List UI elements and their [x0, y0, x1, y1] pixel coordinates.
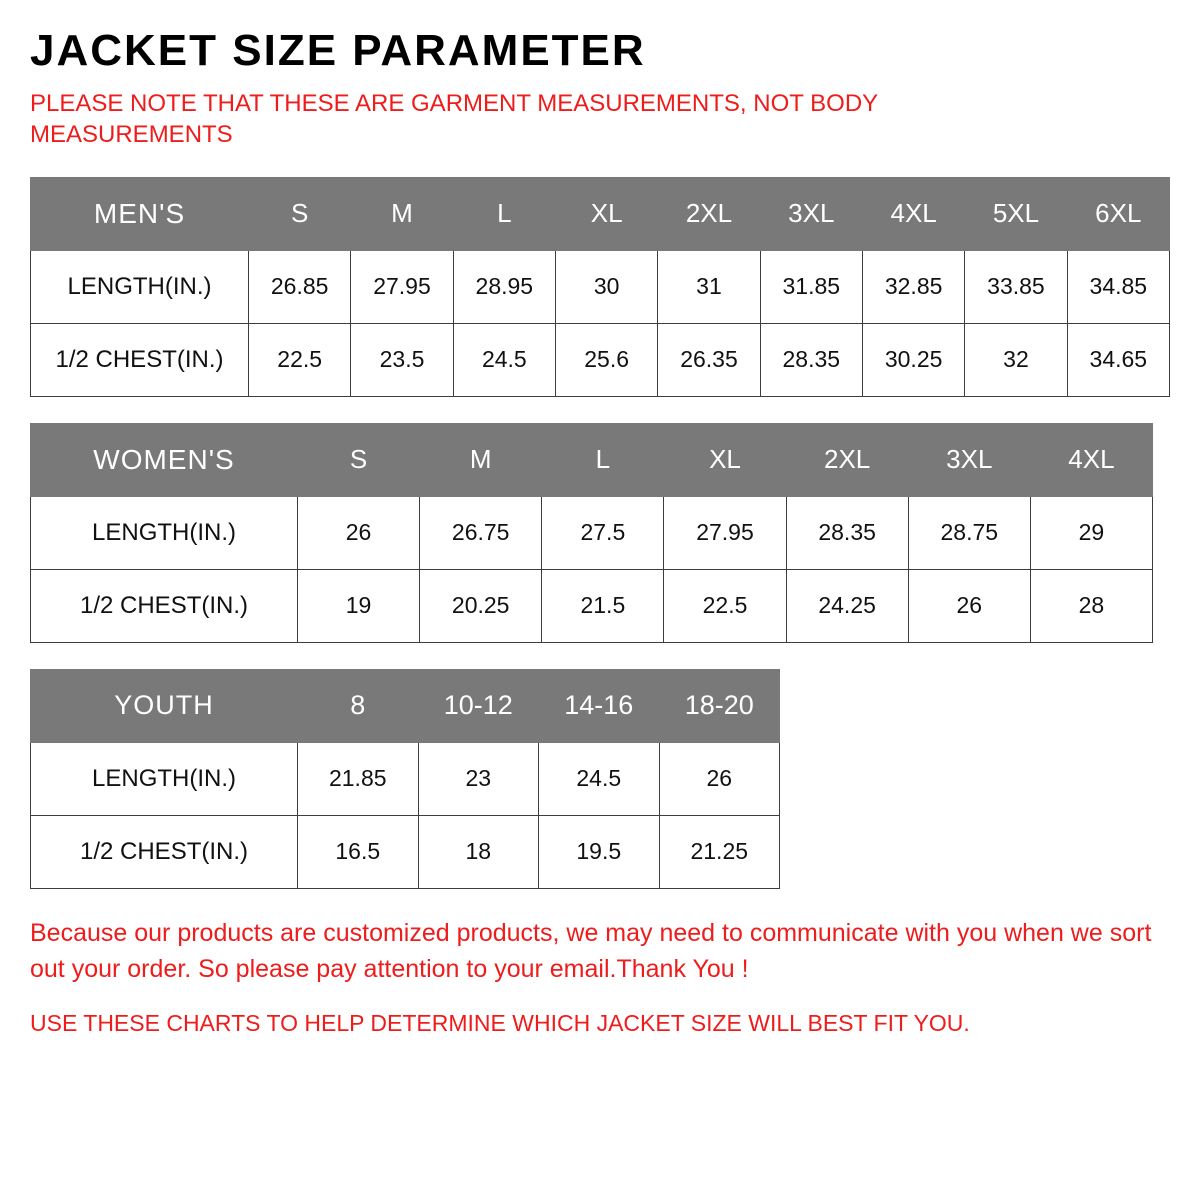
- table-cell: 26: [908, 569, 1030, 642]
- size-header-cell: M: [351, 177, 453, 250]
- table-header-row: [31, 177, 1170, 250]
- footer-note-customized: Because our products are customized products, we may need to communicate with you when we sort out your order. So please pay attention to your email.Thank You !: [30, 918, 1152, 983]
- table-cell: 19: [298, 569, 420, 642]
- size-header-cell: 6XL: [1067, 177, 1169, 250]
- table-cell: 19.5: [539, 815, 660, 888]
- table-cell: 23: [418, 742, 539, 815]
- size-header-cell: 8: [298, 669, 419, 742]
- row-label: LENGTH(IN.): [31, 742, 298, 815]
- table-cell: 21.25: [659, 815, 780, 888]
- size-header-cell: XL: [664, 423, 786, 496]
- table-cell: 28.35: [760, 323, 862, 396]
- page-title: JACKET SIZE PARAMETER: [30, 26, 646, 75]
- row-label: 1/2 CHEST(IN.): [31, 815, 298, 888]
- size-header-cell: 2XL: [658, 177, 760, 250]
- table-cell: 27.95: [664, 496, 786, 569]
- row-label: 1/2 CHEST(IN.): [31, 323, 249, 396]
- table-cell: 25.6: [555, 323, 657, 396]
- size-header-cell: L: [453, 177, 555, 250]
- table-cell: 27.95: [351, 250, 453, 323]
- mens-size-table: [30, 177, 1170, 397]
- table-cell: 26.75: [420, 496, 542, 569]
- table-cell: 28.35: [786, 496, 908, 569]
- table-cell: 23.5: [351, 323, 453, 396]
- table-cell: 28.75: [908, 496, 1030, 569]
- size-header-cell: L: [542, 423, 664, 496]
- table-cell: 30.25: [862, 323, 964, 396]
- size-header-cell: 10-12: [418, 669, 539, 742]
- table-row: [31, 323, 1170, 396]
- table-cell: 22.5: [249, 323, 351, 396]
- table-cell: 28.95: [453, 250, 555, 323]
- table-row: [31, 742, 780, 815]
- table-cell: 18: [418, 815, 539, 888]
- table-cell: 21.5: [542, 569, 664, 642]
- table-cell: 26.35: [658, 323, 760, 396]
- size-header-cell: M: [420, 423, 542, 496]
- size-header-cell: S: [249, 177, 351, 250]
- size-header-cell: 14-16: [539, 669, 660, 742]
- size-header-cell: 3XL: [908, 423, 1030, 496]
- table-row: [31, 496, 1153, 569]
- size-header-cell: 4XL: [1030, 423, 1152, 496]
- table-cell: 26.85: [249, 250, 351, 323]
- table-cell: 31.85: [760, 250, 862, 323]
- table-cell: 26: [659, 742, 780, 815]
- row-label: LENGTH(IN.): [31, 250, 249, 323]
- footer-notes: [30, 915, 1170, 1041]
- table-cell: 22.5: [664, 569, 786, 642]
- youth-size-table: [30, 669, 780, 889]
- size-header-cell: 18-20: [659, 669, 780, 742]
- table-cell: 16.5: [298, 815, 419, 888]
- table-row: [31, 250, 1170, 323]
- table-cell: 34.85: [1067, 250, 1169, 323]
- table-header-row: [31, 669, 780, 742]
- table-cell: 32: [965, 323, 1067, 396]
- table-category-label: YOUTH: [31, 669, 298, 742]
- table-cell: 27.5: [542, 496, 664, 569]
- table-row: [31, 569, 1153, 642]
- table-cell: 28: [1030, 569, 1152, 642]
- table-cell: 26: [298, 496, 420, 569]
- size-header-cell: XL: [555, 177, 657, 250]
- womens-size-table: [30, 423, 1153, 643]
- table-cell: 33.85: [965, 250, 1067, 323]
- table-header-row: [31, 423, 1153, 496]
- table-cell: 30: [555, 250, 657, 323]
- table-cell: 24.25: [786, 569, 908, 642]
- table-cell: 24.5: [539, 742, 660, 815]
- size-header-cell: 4XL: [862, 177, 964, 250]
- size-header-cell: 2XL: [786, 423, 908, 496]
- table-category-label: MEN'S: [31, 177, 249, 250]
- row-label: LENGTH(IN.): [31, 496, 298, 569]
- table-row: [31, 815, 780, 888]
- size-header-cell: 3XL: [760, 177, 862, 250]
- table-cell: 20.25: [420, 569, 542, 642]
- size-header-cell: S: [298, 423, 420, 496]
- table-cell: 24.5: [453, 323, 555, 396]
- table-category-label: WOMEN'S: [31, 423, 298, 496]
- table-cell: 31: [658, 250, 760, 323]
- table-cell: 21.85: [298, 742, 419, 815]
- measurement-note: PLEASE NOTE THAT THESE ARE GARMENT MEASUREMENTS, NOT BODY MEASUREMENTS: [30, 90, 878, 149]
- size-header-cell: 5XL: [965, 177, 1067, 250]
- row-label: 1/2 CHEST(IN.): [31, 569, 298, 642]
- table-cell: 32.85: [862, 250, 964, 323]
- footer-note-usage: USE THESE CHARTS TO HELP DETERMINE WHICH JACKET SIZE WILL BEST FIT YOU.: [30, 1010, 970, 1037]
- table-cell: 29: [1030, 496, 1152, 569]
- table-cell: 34.65: [1067, 323, 1169, 396]
